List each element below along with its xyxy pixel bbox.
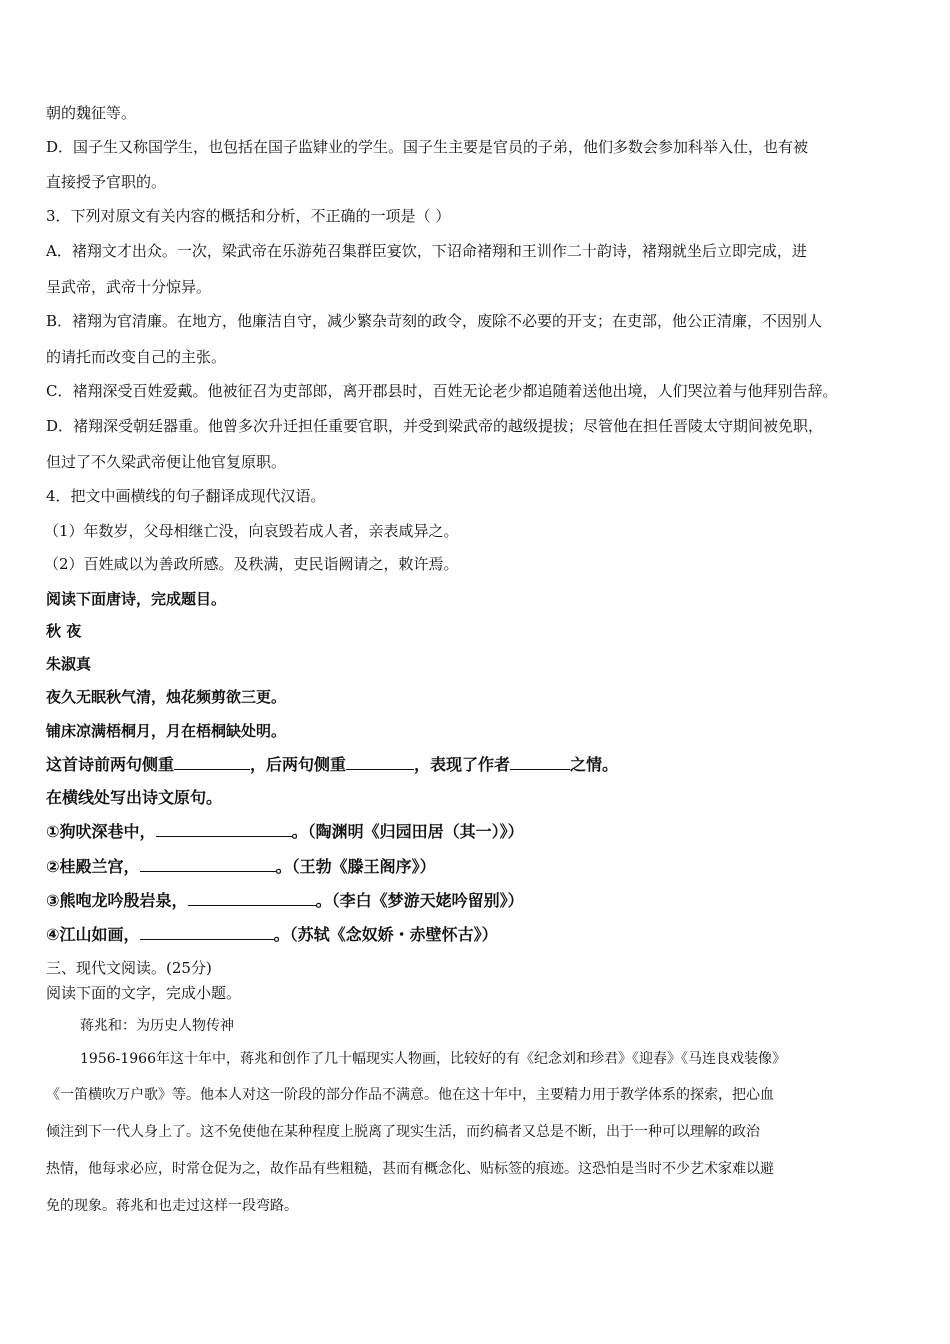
answer-blank-1[interactable] — [174, 754, 250, 770]
poem-question-part3: ，表现了作者 — [414, 755, 511, 774]
fill-blank-4[interactable] — [140, 924, 274, 940]
fill-item-2 — [46, 856, 436, 877]
article-paragraph-line1: 1956-1966年这十年中，蒋兆和创作了几十幅现实人物画，比较好的有《纪念刘和珍君》《迎春》《马连良戏装像》 — [80, 1051, 786, 1067]
poem-line-2: 铺床凉满梧桐月，月在梧桐缺处明。 — [46, 722, 287, 740]
answer-blank-2[interactable] — [346, 754, 414, 770]
section-three-heading: 三、现代文阅读。(25分) — [46, 959, 212, 977]
poem-intro: 阅读下面唐诗，完成题目。 — [46, 590, 227, 608]
q4-stem: 4．把文中画横线的句子翻译成现代汉语。 — [46, 487, 326, 505]
q3-option-c: C．褚翔深受百姓爱戴。他被征召为吏部郎，离开郡县时，百姓无论老少都追随着送他出境，人们哭泣着与他拜别告辞。 — [46, 382, 838, 400]
fill-item-1-source: 。（陶渊明《归园田居（其一）》） — [291, 822, 524, 841]
article-paragraph-line5: 免的现象。蒋兆和也走过这样一段弯路。 — [46, 1198, 298, 1214]
answer-blank-3[interactable] — [510, 754, 570, 770]
poem-line-1: 夜久无眠秋气清，烛花频剪欲三更。 — [46, 688, 287, 706]
fill-item-2-prefix: ②桂殿兰宫， — [46, 857, 140, 876]
fill-item-3-source: 。（李白《梦游天姥吟留别》） — [315, 891, 524, 910]
poem-author: 朱淑真 — [46, 655, 92, 673]
poem-question-part4: 之情。 — [570, 755, 619, 774]
q3-option-a-line2: 呈武帝，武帝十分惊异。 — [46, 278, 212, 296]
q3-stem: 3．下列对原文有关内容的概括和分析，不正确的一项是（ ） — [46, 207, 451, 225]
q3-option-b-line1: B．褚翔为官清廉。在地方，他廉洁自守，减少繁杂苛刻的政令，废除不必要的开支；在吏部，他公正清廉，不因别人 — [46, 312, 823, 330]
poem-title: 秋 夜 — [46, 622, 82, 640]
q4-sentence-1: （1）年数岁，父母相继亡没，向哀毁若成人者，亲表咸异之。 — [44, 522, 459, 540]
fill-blank-3[interactable] — [188, 890, 316, 906]
fill-blank-2[interactable] — [140, 856, 276, 872]
fill-item-4-prefix: ④江山如画， — [46, 925, 140, 944]
q3-option-b-line2: 的请托而改变自己的主张。 — [46, 348, 227, 366]
article-paragraph-line4: 热情，他每求必应，时常仓促为之，故作品有些粗糙，甚而有概念化、贴标签的痕迹。这恐怕是当时不少艺术家难以避 — [46, 1161, 774, 1177]
article-paragraph-line2: 《一笛横吹万户歌》等。他本人对这一阶段的部分作品不满意。他在这十年中，主要精力用于教学体系的探索，把心血 — [46, 1087, 774, 1103]
section-three-intro: 阅读下面的文字，完成小题。 — [46, 984, 242, 1002]
q4-sentence-2: （2）百姓咸以为善政所感。及秩满，吏民诣阙请之，敕许焉。 — [44, 555, 459, 573]
q3-option-a-line1: A．褚翔文才出众。一次，梁武帝在乐游苑召集群臣宴饮，下诏命褚翔和王训作二十韵诗，褚翔就坐后立即完成，进 — [46, 242, 807, 260]
fill-item-2-source: 。（王勃《滕王阁序》） — [275, 857, 436, 876]
fill-item-4-source: 。（苏轼《念奴娇・赤壁怀古》） — [273, 925, 498, 944]
fill-intro: 在横线处写出诗文原句。 — [46, 788, 223, 807]
fill-item-4 — [46, 924, 498, 945]
fill-item-3 — [46, 890, 524, 911]
article-paragraph-line3: 倾注到下一代人身上了。这不免使他在某种程度上脱离了现实生活，而约稿者又总是不断，出于一种可以理解的政治 — [46, 1124, 760, 1140]
q2-option-d-line2: 直接授予官职的。 — [46, 173, 167, 191]
fill-item-1 — [46, 821, 524, 842]
poem-question-part2: ，后两句侧重 — [250, 755, 347, 774]
q2-option-c-continuation: 朝的魏征等。 — [46, 104, 137, 122]
fill-blank-1[interactable] — [156, 821, 292, 837]
poem-question-part1: 这首诗前两句侧重 — [46, 755, 175, 774]
q3-option-d-line1: D．褚翔深受朝廷器重。他曾多次升迁担任重要官职，并受到梁武帝的越级提拔；尽管他在担任晋陵太守期间被免职， — [46, 417, 824, 435]
q3-option-d-line2: 但过了不久梁武帝便让他官复原职。 — [46, 453, 287, 471]
q2-option-d-line1: D．国子生又称国学生，也包括在国子监肄业的学生。国子生主要是官员的子弟，他们多数会参加科举入仕，也有被 — [46, 138, 809, 156]
poem-question — [46, 754, 618, 775]
article-title: 蒋兆和：为历史人物传神 — [80, 1018, 234, 1034]
fill-item-1-prefix: ①狗吠深巷中， — [46, 822, 156, 841]
fill-item-3-prefix: ③熊咆龙吟殷岩泉， — [46, 891, 188, 910]
